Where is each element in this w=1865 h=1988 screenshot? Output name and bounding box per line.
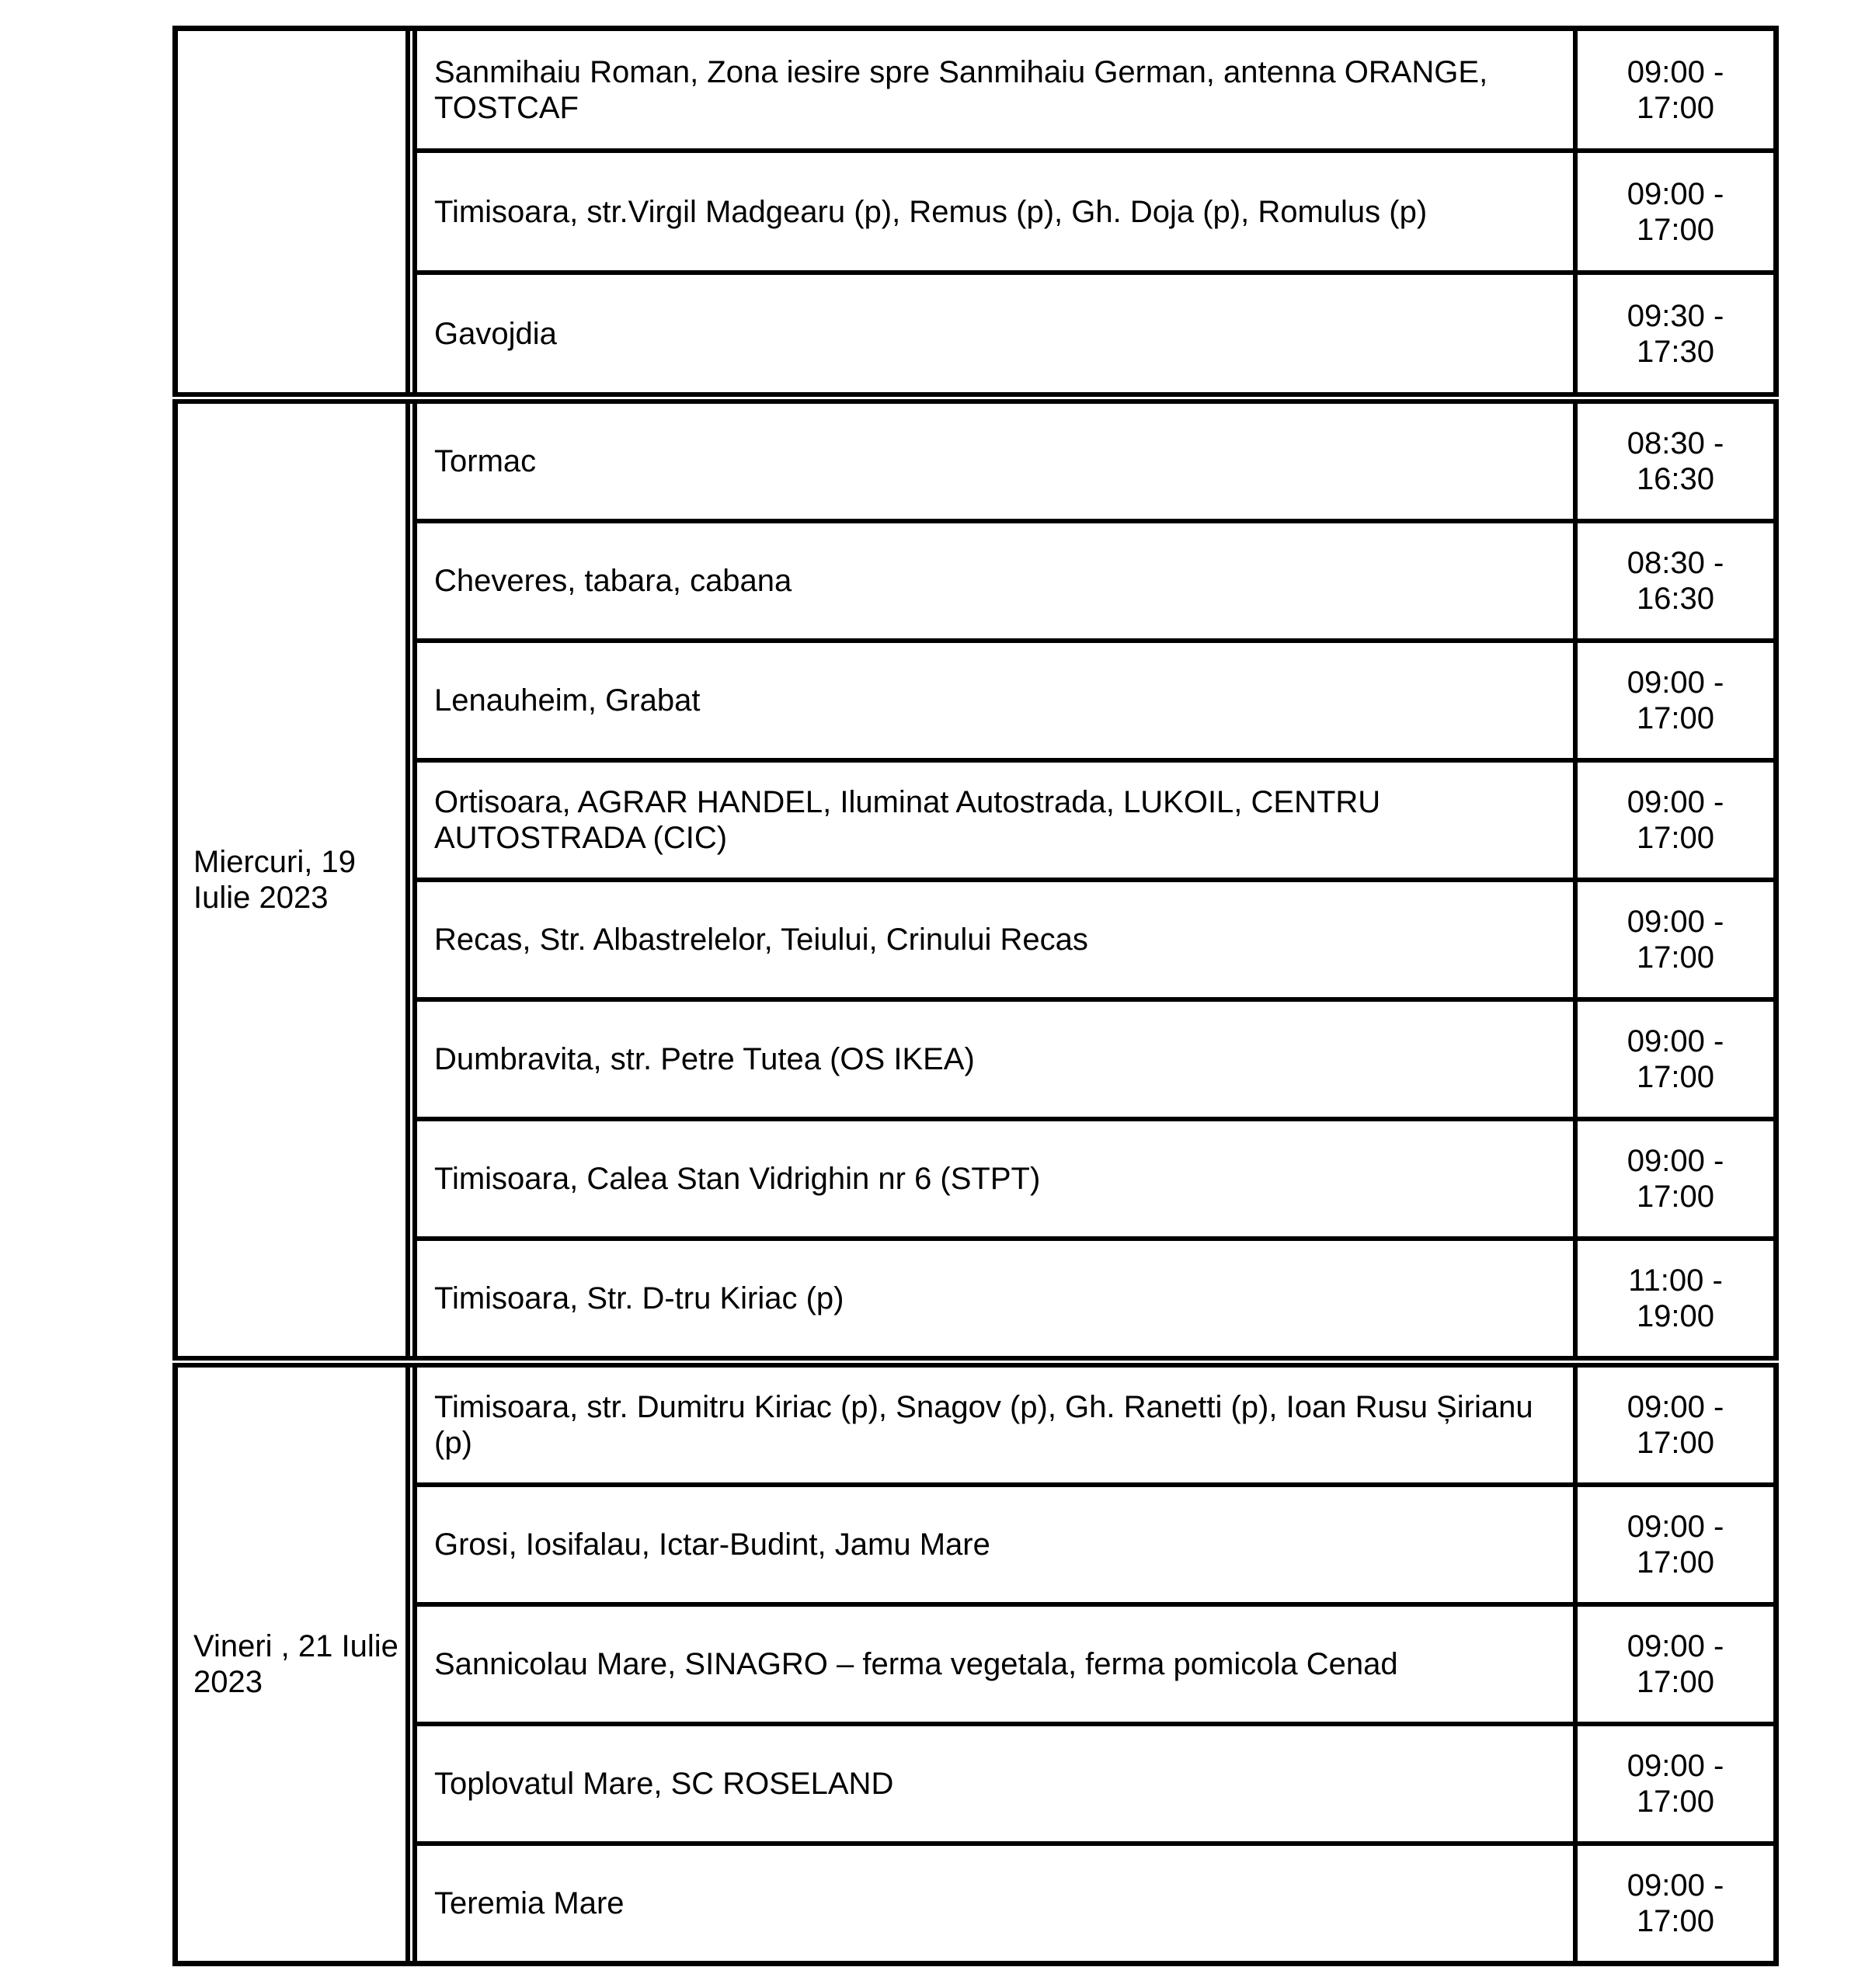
table-row [417,882,1773,1002]
location-text: Grosi, Iosifalau, Ictar-Budint, Jamu Mare [434,1527,990,1562]
location-text: Timisoara, Str. D-tru Kiriac (p) [434,1281,844,1315]
location-cell [417,1487,1578,1602]
location-text: Cheveres, tabara, cabana [434,564,792,598]
table-row [417,1121,1773,1241]
location-text: Timisoara, str.Virgil Madgearu (p), Remus (p), Gh. Doja (p), Romulus (p) [434,194,1428,229]
location-cell [417,1726,1578,1841]
location-cell [417,643,1578,758]
time-text: 09:00 - 17:00 [1627,1024,1724,1094]
time-text: 09:00 - 17:00 [1627,1868,1724,1938]
time-text: 09:00 - 17:00 [1627,1749,1724,1819]
location-cell [417,882,1578,997]
location-text: Timisoara, str. Dumitru Kiriac (p), Snagov (p), Gh. Ranetti (p), Ioan Rusu Șirianu (p) [434,1390,1533,1460]
location-cell [417,31,1578,148]
time-text: 08:30 - 16:30 [1627,426,1724,496]
table-row [417,763,1773,882]
table-rowgroup [172,26,1779,397]
table-row [417,1487,1773,1607]
table-row [417,275,1773,392]
table-row [417,31,1773,153]
date-cell [178,1368,410,1961]
time-text: 09:00 - 17:00 [1627,666,1724,735]
rowgroup-rows [412,404,1773,1356]
rowgroup-rows [412,31,1773,392]
table-row [417,1726,1773,1846]
location-cell [417,1368,1578,1482]
time-cell [1578,643,1773,758]
location-cell [417,153,1578,270]
location-text: Recas, Str. Albastrelelor, Teiului, Crinului Recas [434,923,1088,957]
table-rowgroup [172,1363,1779,1966]
time-cell [1578,763,1773,878]
time-text: 09:00 - 17:00 [1627,54,1724,125]
time-cell [1578,1002,1773,1117]
time-text: 09:00 - 17:00 [1627,1510,1724,1580]
location-cell [417,275,1578,392]
table-row [417,1607,1773,1726]
location-text: Sanmihaiu Roman, Zona iesire spre Sanmihaiu German, antenna ORANGE, TOSTCAF [434,54,1488,125]
time-cell [1578,1121,1773,1236]
table-row [417,1846,1773,1961]
table-rowgroup [172,399,1779,1361]
time-text: 09:00 - 17:00 [1627,785,1724,855]
time-text: 09:00 - 17:00 [1627,905,1724,975]
location-text: Dumbravita, str. Petre Tutea (OS IKEA) [434,1042,975,1076]
time-cell [1578,523,1773,638]
location-cell [417,1846,1578,1961]
location-cell [417,404,1578,519]
table-row [417,523,1773,643]
location-cell [417,1241,1578,1356]
location-cell [417,1002,1578,1117]
time-cell [1578,275,1773,392]
time-text: 11:00 - 19:00 [1628,1263,1723,1333]
location-text: Timisoara, Calea Stan Vidrighin nr 6 (STPT) [434,1162,1041,1196]
location-text: Lenauheim, Grabat [434,683,701,718]
time-cell [1578,404,1773,519]
time-text: 09:00 - 17:00 [1627,1144,1724,1214]
time-cell [1578,1241,1773,1356]
location-text: Ortisoara, AGRAR HANDEL, Iluminat Autostrada, LUKOIL, CENTRU AUTOSTRADA (CIC) [434,785,1381,855]
location-cell [417,523,1578,638]
location-cell [417,1607,1578,1722]
location-text: Tormac [434,444,537,478]
time-text: 09:00 - 17:00 [1627,1629,1724,1699]
time-text: 09:00 - 17:00 [1627,176,1724,247]
table-row [417,643,1773,763]
time-text: 08:30 - 16:30 [1627,546,1724,616]
location-cell [417,1121,1578,1236]
time-cell [1578,1726,1773,1841]
table-row [417,1002,1773,1121]
time-cell [1578,153,1773,270]
location-text: Toplovatul Mare, SC ROSELAND [434,1767,894,1801]
time-text: 09:30 - 17:30 [1627,298,1724,369]
time-cell [1578,1487,1773,1602]
table-row [417,1368,1773,1487]
date-cell [178,404,410,1356]
time-cell [1578,882,1773,997]
location-text: Sannicolau Mare, SINAGRO – ferma vegetala, ferma pomicola Cenad [434,1647,1398,1681]
date-label: Vineri , 21 Iulie 2023 [193,1629,398,1699]
time-cell [1578,1846,1773,1961]
time-text: 09:00 - 17:00 [1627,1390,1724,1460]
rowgroup-rows [412,1368,1773,1961]
date-label: Miercuri, 19 Iulie 2023 [193,845,356,915]
location-cell [417,763,1578,878]
table-row [417,153,1773,275]
time-cell [1578,31,1773,148]
schedule-table [172,26,1779,1966]
table-row [417,404,1773,523]
date-cell [178,31,410,392]
table-row [417,1241,1773,1356]
time-cell [1578,1368,1773,1482]
location-text: Teremia Mare [434,1886,625,1920]
location-text: Gavojdia [434,316,557,351]
time-cell [1578,1607,1773,1722]
